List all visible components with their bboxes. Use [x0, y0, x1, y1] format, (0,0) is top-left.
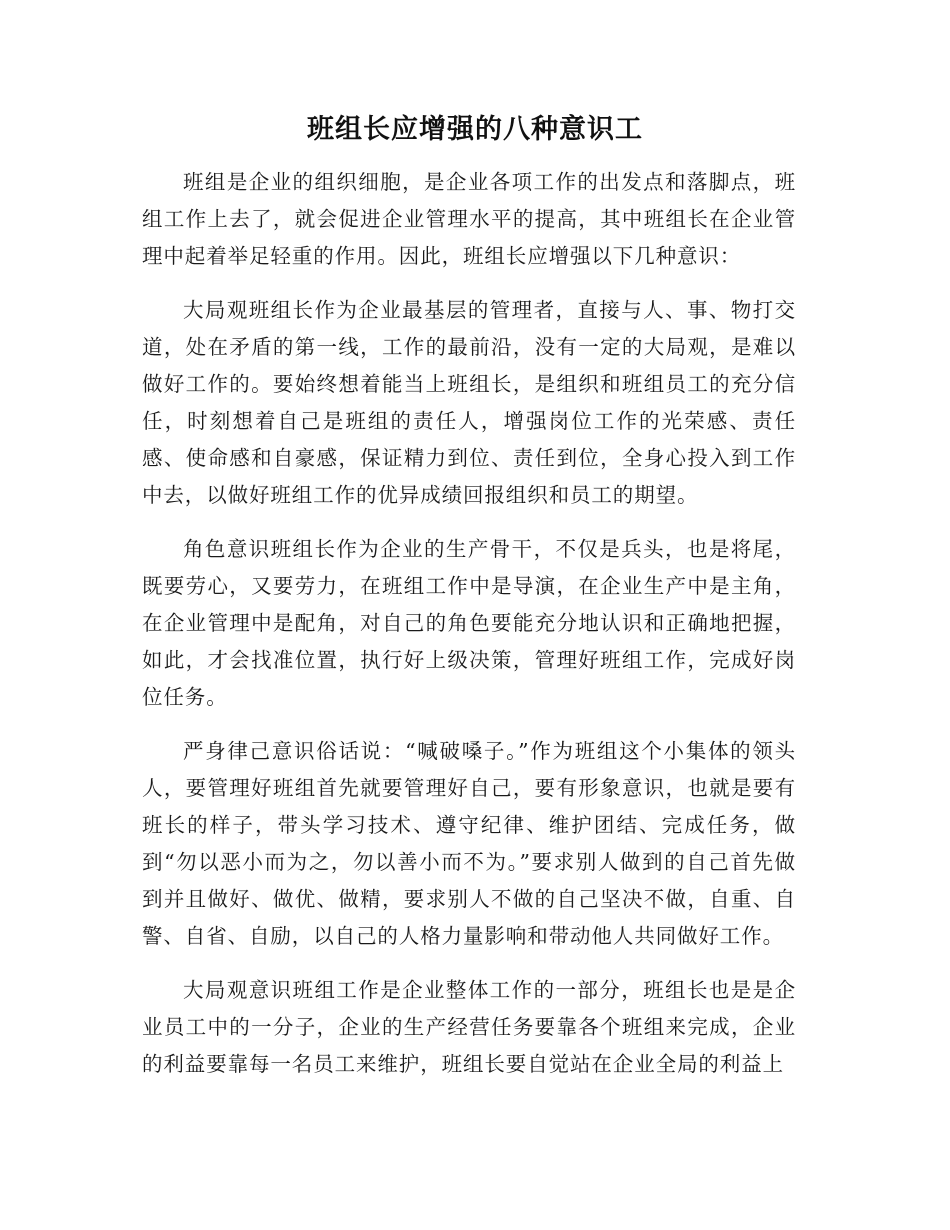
paragraph-role-awareness: 角色意识班组长作为企业的生产骨干，不仅是兵头，也是将尾，既要劳心，又要劳力，在班组工作中是导演，在企业生产中是主角，在企业管理中是配角，对自己的角色要能充分地认识和正确地把握，如此，才会找准位置，执行好上级决策，管理好班组工作，完成好岗位任务。: [142, 537, 796, 709]
document-body: [142, 164, 796, 1100]
paragraph-self-discipline: 严身律己意识俗话说：“喊破嗓子。”作为班组这个小集体的领头人，要管理好班组首先就要管理好自己，要有形象意识，也就是要有班长的样子，带头学习技术、遵守纪律、维护团结、完成任务，做到“勿以恶小而为之，勿以善小而不为。”要求别人做到的自己首先做到并且做好、做优、做精，要求别人不做的自己坚决不做，自重、自警、自省、自励，以自己的人格力量影响和带动他人共同做好工作。: [142, 739, 796, 948]
paragraph-big-picture: 大局观意识班组工作是企业整体工作的一部分，班组长也是是企业员工中的一分子，企业的生产经营任务要靠各个班组来完成，企业的利益要靠每一名员工来维护，班组长要自觉站在企业全局的利益上: [142, 978, 796, 1076]
paragraph-overall-view: 大局观班组长作为企业最基层的管理者，直接与人、事、物打交道，处在矛盾的第一线，工作的最前沿，没有一定的大局观，是难以做好工作的。要始终想着能当上班组长，是组织和班组员工的充分信任，时刻想着自己是班组的责任人，增强岗位工作的光荣感、责任感、使命感和自豪感，保证精力到位、责任到位，全身心投入到工作中去，以做好班组工作的优异成绩回报组织和员工的期望。: [142, 298, 796, 507]
paragraph-intro: 班组是企业的组织细胞，是企业各项工作的出发点和落脚点，班组工作上去了，就会促进企业管理水平的提高，其中班组长在企业管理中起着举足轻重的作用。因此，班组长应增强以下几种意识：: [142, 170, 796, 268]
document-title: 班组长应增强的八种意识工: [307, 114, 643, 145]
